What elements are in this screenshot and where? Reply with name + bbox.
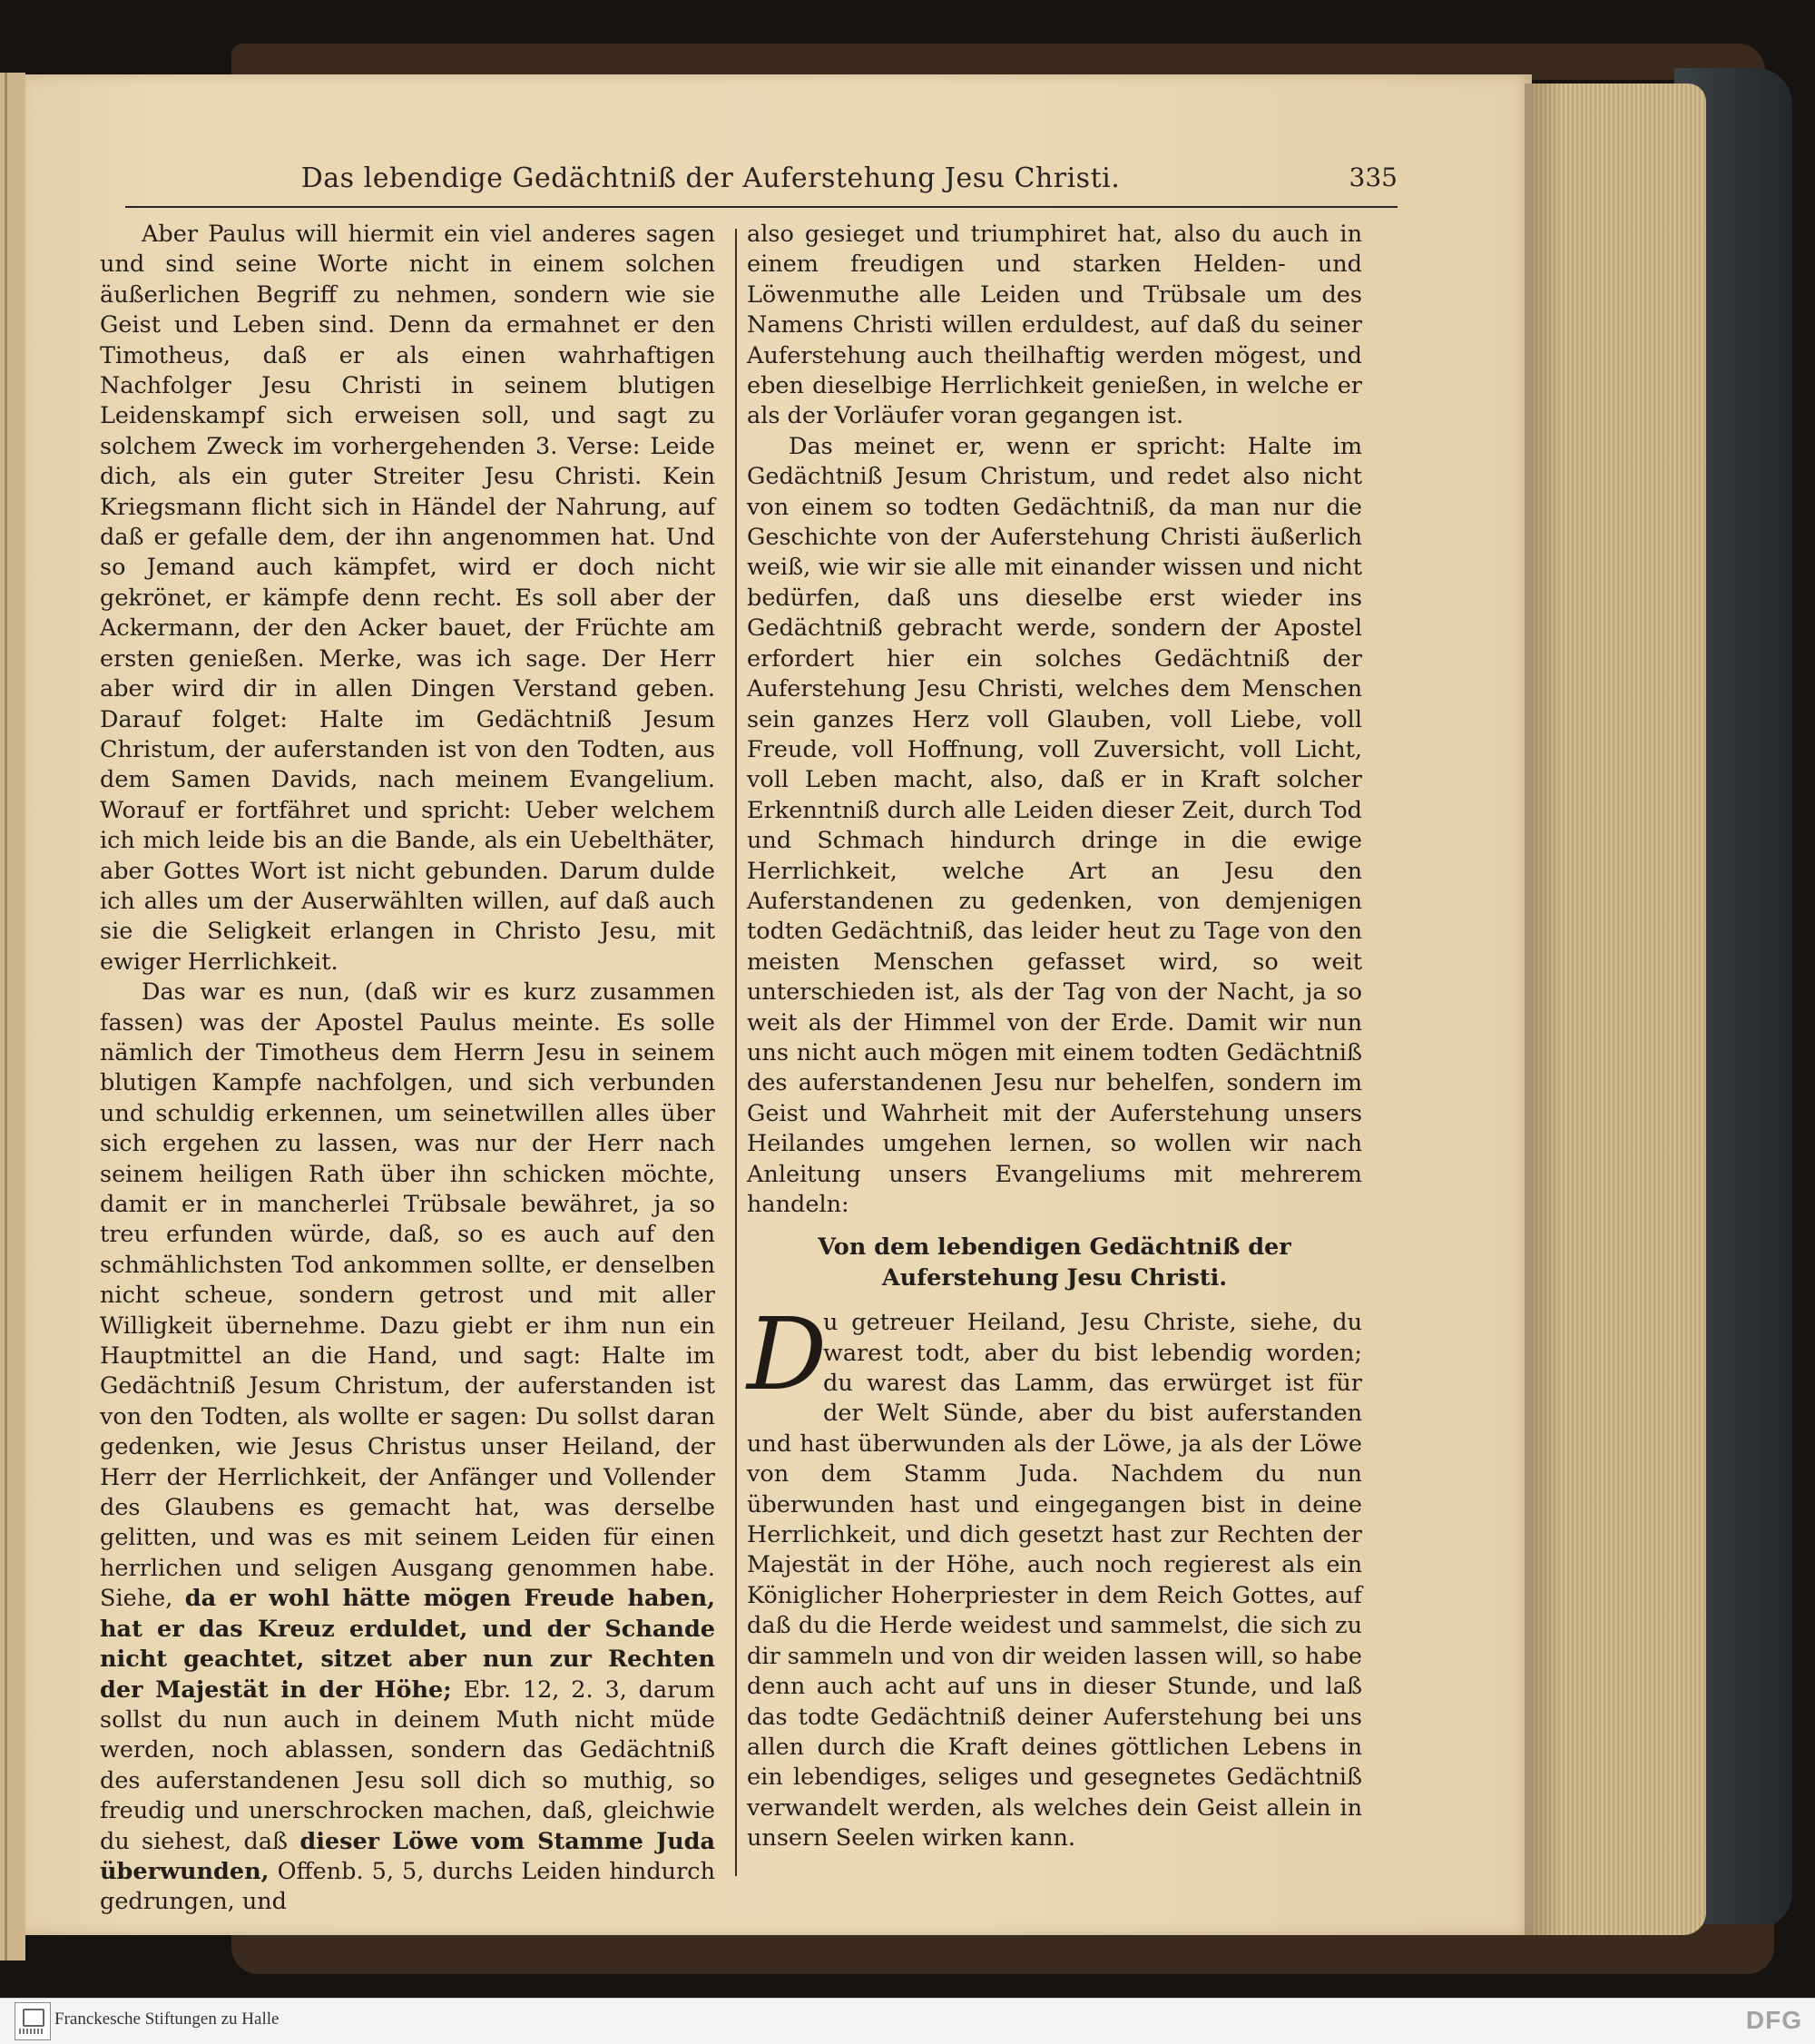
- bold-quote-hebrews: da er wohl hätte mögen Freude haben, hat er das Kreuz erduldet, und der Schande nicht geachtet, sitzet aber nun zur Rechten der Majestät in der Höhe;: [100, 1585, 715, 1704]
- section-heading: Von dem lebendigen Gedächtniß der Auferstehung Jesu Christi.: [818, 1233, 1291, 1292]
- dfg-logo: DFG: [1745, 2006, 1802, 2034]
- left-paragraph-2-start: Das war es nun, (daß wir es kurz zusammen fassen) was der Apostel Paulus meinte. Es solle nämlich der Timotheus dem Herrn Jesu in seinem blutigen Kampfe nachfolgen, und sich verbunden und schuldig erkennen, um seinetwillen alles über sich ergehen zu lassen, was nur der Herr nach seinem heiligen Rath über ihn schicken möchte, damit er in mancherlei Trübsale bewähret, ja so treu erfunden würde, daß, so es auch auf den schmählichsten Tod ankommen sollte, er denselben nicht scheue, sondern getrost und mit aller Willigkeit übernehme. Dazu giebt er ihm nun ein Hauptmittel an die Hand, und sagt: Halte im Gedächtniß Jesum Christum, der auferstanden ist von den Todten, als wollte er sagen: Du sollst daran gedenken, wie Jesus Christus unser Heiland, der Herr der Herrlichkeit, der Anfänger und Vollender des Glaubens es gemacht hat, was derselbe gelitten, und was es mit seinem Leiden für einen herrlichen und seligen Ausgang genommen habe. Siehe,: [100, 978, 715, 1613]
- right-paragraph-2: Das meinet er, wenn er spricht: Halte im Gedächtniß Jesum Christum, und redet also nicht von einem so todten Gedächtniß, da man nur die Geschichte von der Auferstehung Christi äußerlich weiß, wie wir sie alle mit einander wissen und nicht bedürfen, daß uns dieselbe erst wieder ins Gedächtniß gebracht werde, sondern der Apostel erfordert hier ein solches Gedächtniß der Auferstehung Jesu Christi, welches dem Menschen sein ganzes Herz voll Glauben, voll Liebe, voll Freude, voll Hoffnung, voll Zuversicht, voll Licht, voll Leben macht, also, daß er in Kraft solcher Erkenntniß durch alle Leiden dieser Zeit, durch Tod und Schmach hindurch dringe in die ewige Herrlichkeit, welche Art an Jesu den Auferstandenen zu gedenken, von demjenigen todten Gedächtniß, das leider heut zu Tage von den meisten Menschen gefasset wird, so weit unterschieden ist, als der Tag von der Nacht, ja so weit als der Himmel von der Erde. Damit wir nun uns nicht auch mögen mit einem todten Gedächtniß des auferstandenen Jesu nur behelfen, sondern im Geist und Wahrheit mit der Auferstehung unsers Heilandes umgehen lernen, so wollen wir nach Anleitung unsers Evangeliums mit mehrerem handeln:: [747, 432, 1362, 1218]
- running-header: [125, 161, 1398, 208]
- left-paragraph-2: [100, 978, 715, 1918]
- page-number: 335: [1349, 162, 1398, 192]
- left-paragraph-1: Aber Paulus will hiermit ein viel anderes sagen und sind seine Worte nicht in einem solchen äußerlichen Begriff zu nehmen, sondern wie sie Geist und Leben sind. Denn da ermahnet er den Timotheus, daß er als einen wahrhaftigen Nachfolger Jesu Christi in seinem blutigen Leidenskampf sich erweisen soll, und sagt zu solchem Zweck im vorhergehenden 3. Verse: Leide dich, als ein guter Streiter Jesu Christi. Kein Kriegsmann flicht sich in Händel der Nahrung, auf daß er gefalle dem, der ihn angenommen hat. Und so Jemand auch kämpfet, wird er doch nicht gekrönet, er kämpfe denn recht. Es soll aber der Ackermann, der den Acker bauet, der Früchte am ersten genießen. Merke, was ich sage. Der Herr aber wird dir in allen Dingen Verstand geben. Darauf folget: Halte im Gedächtniß Jesum Christum, der auferstanden ist von den Todten, aus dem Samen Davids, nach meinem Evangelium. Worauf er fortfähret und spricht: Ueber welchem ich mich leide bis an die Bande, als ein Uebelthäter, aber Gottes Wort ist nicht gebunden. Darum dulde ich alles um der Auserwählten willen, auf daß auch sie die Seligkeit erlangen in Christo Jesu, mit ewiger Herrlichkeit.: [100, 221, 715, 976]
- drop-cap-initial: D: [747, 1296, 828, 1413]
- right-paragraph-1: also gesieget und triumphiret hat, also du auch in einem freudigen und starken Helden- und Löwenmuthe alle Leiden und Trübsale um des Namens Christi willen erduldest, auf daß du seiner Auferstehung auch theilhaftig werden mögest, und eben dieselbige Herrlichkeit genießen, in welche er als der Vorläufer voran gegangen ist.: [747, 221, 1362, 430]
- running-title: Das lebendige Gedächtniß der Auferstehung Jesu Christi.: [300, 162, 1121, 194]
- institution-name: Franckesche Stiftungen zu Halle: [54, 2010, 280, 2029]
- viewer-footer: [0, 1998, 1815, 2044]
- column-divider: [735, 229, 737, 1876]
- book-page: [25, 74, 1532, 1935]
- prayer-text: u getreuer Heiland, Jesu Christe, siehe, du warest todt, aber du bist lebendig worden; du warest das Lamm, das erwürget ist für der Welt Sünde, aber du bist auferstanden und hast überwunden als der Löwe, ja als der Löwe von dem Stamm Juda. Nachdem du nun überwunden hast und eingegangen bist in deine Herrlichkeit, und dich gesetzt hast zur Rechten der Majestät in der Höhe, auch noch regierest als ein Königlicher Hoherpriester in dem Reich Gottes, auf daß du die Herde weidest und sammelst, die sich zu dir sammeln und von dir weiden lassen will, so habe denn auch acht auf uns in dieser Stunde, und laß das todte Gedächtniß deiner Auferstehung bei uns allen durch die Kraft deines göttlichen Lebens in ein lebendiges, seliges und gesegnetes Gedächtniß verwandelt werden, als welches dein Geist allein in unsern Seelen wirken kann.: [747, 1309, 1362, 1852]
- left-paragraph-2-middle: Ebr. 12, 2. 3, darum sollst du nun auch in deinem Muth nicht müde werden, noch ablassen, sondern das Gedächtniß des auferstandenen Jesu soll dich so muthig, so freudig und unerschrocken machen, daß, gleichwie du siehest, daß: [100, 1675, 715, 1855]
- bold-quote-revelation: dieser Löwe vom Stamme Juda überwunden,: [100, 1827, 715, 1885]
- left-paragraph-2-end: Offenb. 5, 5, durchs Leiden hindurch gedrungen, und: [100, 1857, 715, 1916]
- right-column: [747, 220, 1362, 1854]
- prayer-paragraph: [747, 1296, 1362, 1853]
- page-gutter-shadow: [1525, 84, 1561, 1935]
- institution-logo-icon: [15, 2002, 51, 2040]
- previous-page-edge-line: [5, 73, 7, 1960]
- left-column: [100, 220, 715, 1918]
